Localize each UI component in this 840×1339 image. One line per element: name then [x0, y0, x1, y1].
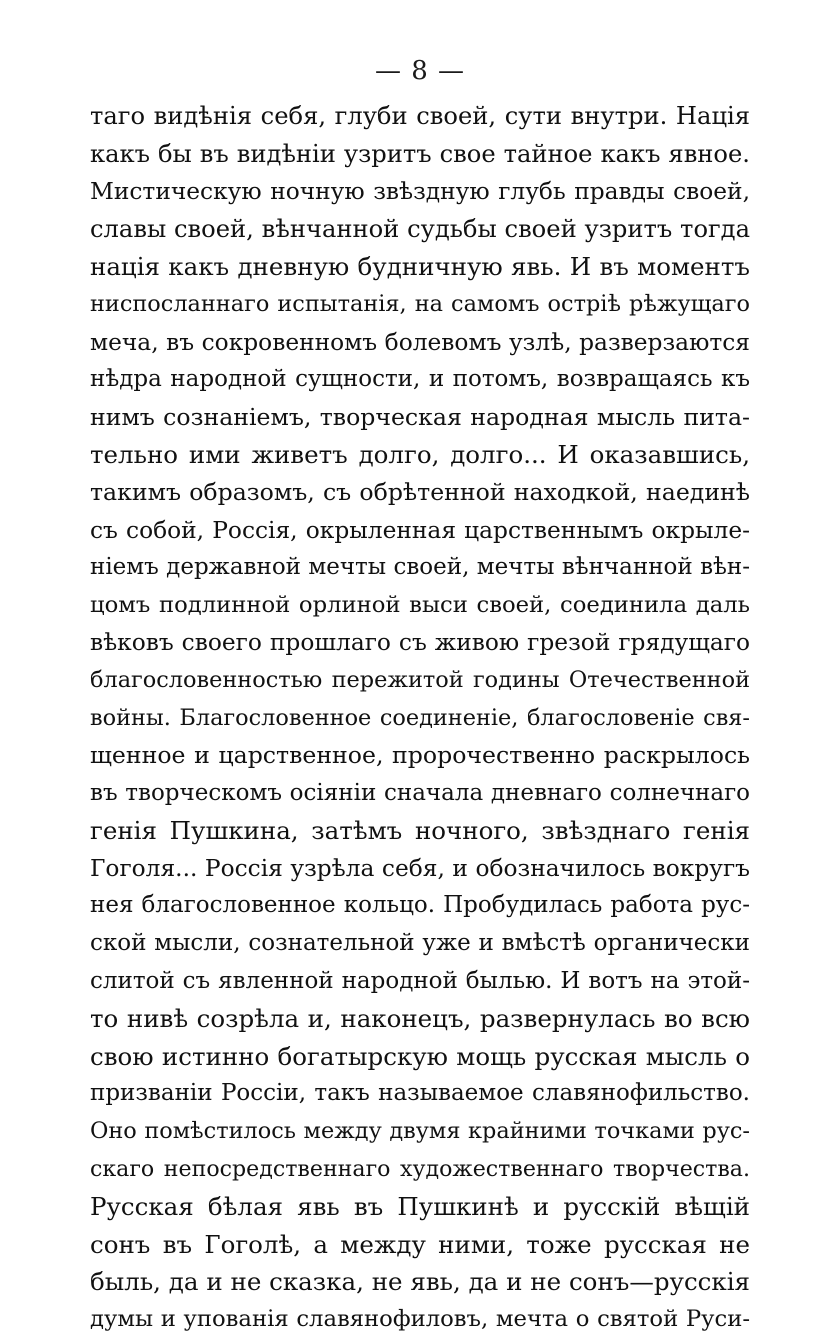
text-line: войны. Благословенное соединеніе, благословеніе свя-	[90, 704, 750, 731]
text-line: нимъ сознаніемъ, творческая народная мысль пита-	[90, 402, 750, 431]
text-line: думы и упованія славянофиловъ, мечта о святой Руси-	[90, 1306, 750, 1332]
text-line: генія Пушкина, затѣмъ ночного, звѣзднаго генія	[90, 816, 750, 846]
text-line: призваніи Россіи, такъ называемое славянофильство.	[90, 1080, 750, 1107]
text-line: тельно ими живетъ долго, долго... И оказавшись,	[90, 440, 750, 470]
text-line: Гоголя... Россія узрѣла себя, и обозначилось вокругъ	[90, 854, 750, 882]
text-line: ніемъ державной мечты своей, мечты вѣнчанной вѣн-	[90, 554, 750, 581]
text-line: меча, въ сокровенномъ болевомъ узлѣ, разверзаются	[90, 328, 750, 356]
page-number: — 8 —	[374, 56, 466, 86]
text-line: Русская бѣлая явь въ Пушкинѣ и русскій вѣщій	[90, 1192, 750, 1222]
text-line: Оно помѣстилось между двумя крайними точками рус-	[90, 1118, 750, 1145]
text-line: вѣковъ своего прошлаго съ живою грезой грядущаго	[90, 629, 750, 657]
text-line: быль, да и не сказка, не явь, да и не сонъ—русскія	[90, 1267, 750, 1297]
text-line: скаго непосредственнаго художественнаго творчества.	[90, 1155, 750, 1182]
text-line: щенное и царственное, пророчественно раскрылось	[90, 741, 750, 770]
text-line: съ собой, Россія, окрыленная царственнымъ окрыле-	[90, 516, 750, 544]
text-line: таго видѣнія себя, глуби своей, сути внутри. Нація	[90, 102, 750, 130]
text-line: Мистическую ночную звѣздную глубь правды своей,	[90, 178, 750, 206]
text-line: такимъ образомъ, съ обрѣтенной находкой, наединѣ	[90, 477, 750, 506]
text-line: нѣдра народной сущности, и потомъ, возвращаясь къ	[90, 366, 750, 393]
text-line: благословенностью пережитой годины Отечественной	[90, 666, 750, 693]
text-line: славы своей, вѣнчанной судьбы своей узритъ тогда	[90, 214, 750, 243]
text-line: цомъ подлинной орлиной выси своей, соединила даль	[90, 591, 750, 618]
text-line: какъ бы въ видѣніи узритъ свое тайное какъ явное.	[90, 139, 750, 168]
text-line: въ творческомъ осіяніи сначала дневнаго солнечнаго	[90, 779, 750, 806]
body-text	[90, 98, 750, 1339]
text-line: свою истинно богатырскую мощь русская мысль о	[90, 1041, 750, 1071]
text-line: ской мысли, сознательной уже и вмѣстѣ органически	[90, 930, 750, 957]
text-line: нея благословенное кольцо. Пробудилась работа рус-	[90, 892, 750, 919]
text-line: ниспосланнаго испытанія, на самомъ острiѣ рѣжущаго	[90, 290, 750, 317]
text-line: сонъ въ Гоголѣ, а между ними, тоже русская не	[90, 1229, 750, 1259]
text-line: то нивѣ созрѣла и, наконецъ, развернулась во всю	[90, 1004, 750, 1034]
text-line: слитой съ явленной народной былью. И вотъ на этой-	[90, 967, 750, 994]
text-line: нація какъ дневную будничную явь. И въ моментъ	[90, 252, 750, 282]
